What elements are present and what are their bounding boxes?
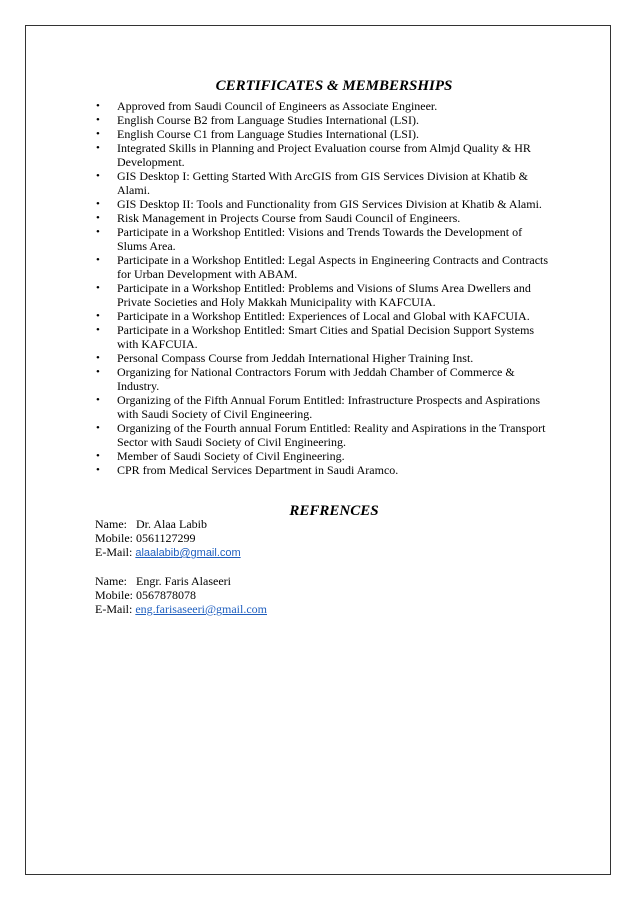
bullet-icon: • [96,352,100,364]
references-title: REFRENCES [289,503,379,519]
bullet-icon: • [96,394,100,406]
list-item: • Participate in a Workshop Entitled: Experiences of Local and Global with KAFCUIA. [96,309,530,323]
list-item: • Organizing of the Fourth annual Forum Entitled: Reality and Aspirations in the Transport Sector with Saudi Society of Civil Engineering. [96,421,546,449]
bullet-icon: • [96,100,100,112]
reference-name: Engr. Faris Alaseeri [136,574,231,588]
list-item: • Risk Management in Projects Course from Saudi Council of Engineers. [96,211,461,225]
name-label: Name: [95,517,127,531]
email-label: E-Mail: [95,545,133,559]
list-item: • Participate in a Workshop Entitled: Visions and Trends Towards the Development of Slums Area. [96,225,523,253]
bullet-icon: • [96,254,100,266]
list-item: • Personal Compass Course from Jeddah International Higher Training Inst. [96,351,474,365]
list-item: • Participate in a Workshop Entitled: Smart Cities and Spatial Decision Support Systems with KAFCUIA. [96,323,535,351]
list-item: • English Course B2 from Language Studies International (LSI). [96,113,419,127]
bullet-icon: • [96,170,100,182]
reference-mobile: 0567878078 [136,588,196,602]
reference-entry [95,517,555,560]
bullet-icon: • [96,324,100,336]
reference-email-link[interactable]: eng.farisaseeri@gmail.com [135,602,267,616]
list-item: • GIS Desktop II: Tools and Functionality from GIS Services Division at Khatib & Alami. [96,197,542,211]
name-label: Name: [95,574,127,588]
bullet-icon: • [96,464,100,476]
list-item: • English Course C1 from Language Studies International (LSI). [96,127,419,141]
reference-mobile-line [95,531,555,545]
reference-name: Dr. Alaa Labib [136,517,207,531]
list-item: • Organizing for National Contractors Forum with Jeddah Chamber of Commerce & Industry. [96,365,515,393]
bullet-icon: • [96,282,100,294]
bullet-icon: • [96,226,100,238]
bullet-icon: • [96,422,100,434]
list-item: • Participate in a Workshop Entitled: Legal Aspects in Engineering Contracts and Contracts for Urban Development with ABAM. [96,253,549,281]
reference-name-line [95,517,555,531]
list-item: • CPR from Medical Services Department in Saudi Aramco. [96,463,399,477]
list-item: • GIS Desktop I: Getting Started With ArcGIS from GIS Services Division at Khatib & Alami. [96,169,528,197]
list-item: • Member of Saudi Society of Civil Engineering. [96,449,345,463]
bullet-icon: • [96,198,100,210]
bullet-icon: • [96,450,100,462]
certificates-section [95,77,555,477]
list-item: • Approved from Saudi Council of Engineers as Associate Engineer. [96,99,438,113]
certificates-list [95,99,555,477]
bullet-icon: • [96,366,100,378]
mobile-label: Mobile: [95,531,133,545]
reference-entry [95,574,555,616]
reference-email-line [95,545,555,560]
bullet-icon: • [96,128,100,140]
reference-mobile-line [95,588,555,602]
certificates-title: CERTIFICATES & MEMBERSHIPS [215,78,453,94]
reference-email-link[interactable]: alaalabib@gmail.com [135,547,241,559]
bullet-icon: • [96,142,100,154]
references-section [95,517,555,630]
list-item: • Participate in a Workshop Entitled: Problems and Visions of Slums Area Dwellers and Private Societies and Holy Makkah Municipality with KAFCUIA. [96,281,531,309]
reference-email-line [95,602,555,616]
reference-mobile: 0561127299 [136,531,196,545]
bullet-icon: • [96,310,100,322]
list-item: • Organizing of the Fifth Annual Forum Entitled: Infrastructure Prospects and Aspirations with Saudi Society of Civil Engineering. [96,393,541,421]
list-item: • Integrated Skills in Planning and Project Evaluation course from Almjd Quality & HR Development. [96,141,531,169]
bullet-icon: • [96,114,100,126]
email-label: E-Mail: [95,602,133,616]
reference-name-line [95,574,555,588]
mobile-label: Mobile: [95,588,133,602]
bullet-icon: • [96,212,100,224]
